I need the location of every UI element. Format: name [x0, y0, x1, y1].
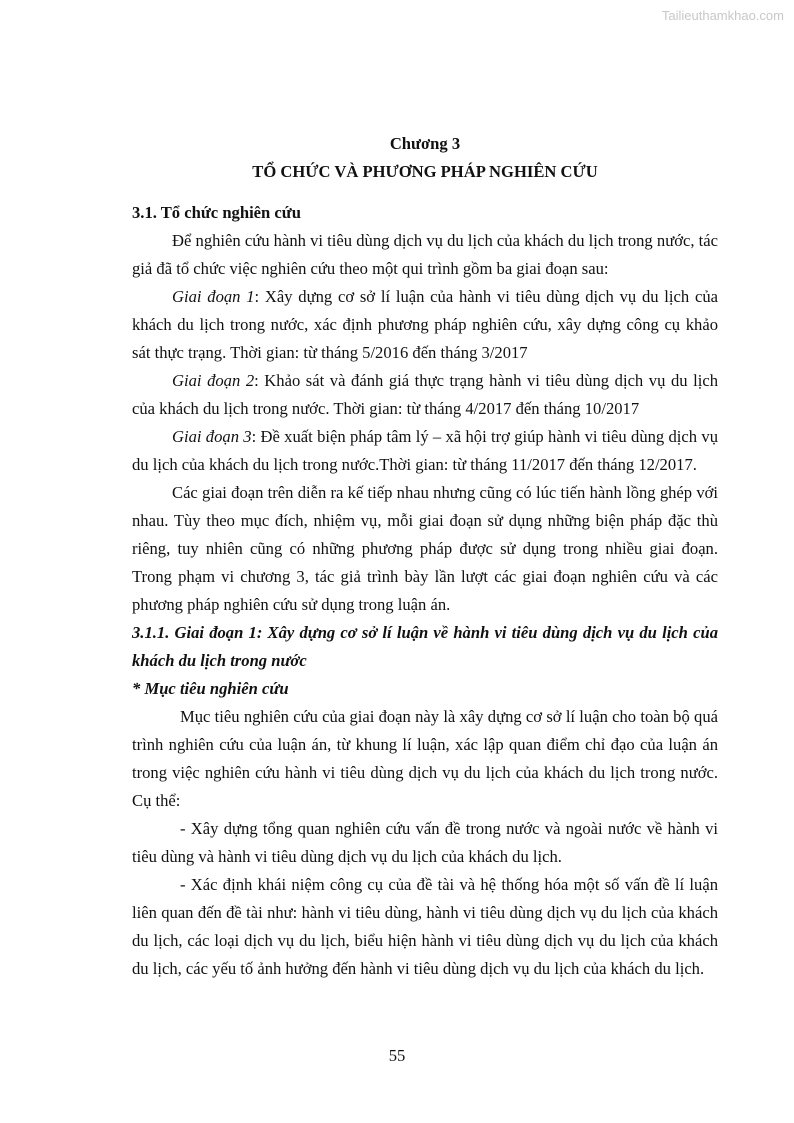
subheading-research-objective: * Mục tiêu nghiên cứu — [132, 679, 289, 698]
stage-1-text: : Xây dựng cơ sở lí luận của hành vi tiêu dùng dịch vụ du lịch của khách du lịch trong nước, xác định phương pháp nghiên cứu, xây dựng công cụ khảo sát thực trạng. Thời gian: từ tháng 5/2016 đến tháng 3/2017 — [132, 287, 718, 362]
page-number: 55 — [388, 1046, 406, 1065]
summary-paragraph: Các giai đoạn trên diễn ra kế tiếp nhau nhưng cũng có lúc tiến hành lồng ghép với nhau. Tùy theo mục đích, nhiệm vụ, mỗi giai đoạn sử dụng những biện pháp đặc thù riêng, tuy nhiên cũng có những phương pháp được sử dụng trong nhiều giai đoạn. Trong phạm vi chương 3, tác giả trình bày lần lượt các giai đoạn nghiên cứu và các phương pháp nghiên cứu sử dụng trong luận án. — [132, 483, 718, 614]
chapter-title: TỔ CHỨC VÀ PHƯƠNG PHÁP NGHIÊN CỨU — [252, 162, 598, 181]
stage-2-label: Giai đoạn 2 — [172, 371, 255, 390]
objective-paragraph: Mục tiêu nghiên cứu của giai đoạn này là xây dựng cơ sở lí luận cho toàn bộ quá trình nghiên cứu của luận án, từ khung lí luận, xác lập quan điểm chỉ đạo của luận án trong việc nghiên cứu hành vi tiêu dùng dịch vụ du lịch của khách du lịch trong nước. Cụ thể: — [132, 707, 718, 810]
stage-1-label: Giai đoạn 1 — [172, 287, 255, 306]
stage-1-paragraph — [132, 283, 718, 367]
stage-2-paragraph — [132, 367, 718, 423]
document-body — [132, 130, 718, 983]
watermark: Tailieuthamkhao.com — [661, 8, 784, 23]
bullet-item-1: - Xây dựng tổng quan nghiên cứu vấn đề trong nước và ngoài nước về hành vi tiêu dùng và hành vi tiêu dùng dịch vụ du lịch của khách du lịch. — [132, 819, 718, 866]
stage-3-paragraph — [132, 423, 718, 479]
chapter-label: Chương 3 — [389, 134, 461, 153]
section-heading-3-1-1: 3.1.1. Giai đoạn 1: Xây dựng cơ sở lí luận về hành vi tiêu dùng dịch vụ du lịch của khách du lịch trong nước — [132, 623, 718, 670]
stage-3-label: Giai đoạn 3 — [172, 427, 252, 446]
section-intro-paragraph: Để nghiên cứu hành vi tiêu dùng dịch vụ du lịch của khách du lịch trong nước, tác giả đã tổ chức việc nghiên cứu theo một qui trình gồm ba giai đoạn sau: — [132, 231, 718, 278]
stage-2-text: : Khảo sát và đánh giá thực trạng hành vi tiêu dùng dịch vụ du lịch của khách du lịch trong nước. Thời gian: từ tháng 4/2017 đến tháng 10/2017 — [132, 371, 718, 418]
stage-3-text: : Đề xuất biện pháp tâm lý – xã hội trợ giúp hành vi tiêu dùng dịch vụ du lịch của khách du lịch trong nước.Thời gian: từ tháng 11/2017 đến tháng 12/2017. — [132, 427, 718, 474]
bullet-item-2: - Xác định khái niệm công cụ của đề tài và hệ thống hóa một số vấn đề lí luận liên quan đến đề tài như: hành vi tiêu dùng, hành vi tiêu dùng dịch vụ du lịch của khách du lịch, các loại dịch vụ du lịch, biểu hiện hành vi tiêu dùng dịch vụ du lịch của khách du lịch, các yếu tố ảnh hưởng đến hành vi tiêu dùng dịch vụ du lịch của khách du lịch. — [132, 875, 718, 978]
section-heading-3-1: 3.1. Tổ chức nghiên cứu — [132, 203, 301, 222]
